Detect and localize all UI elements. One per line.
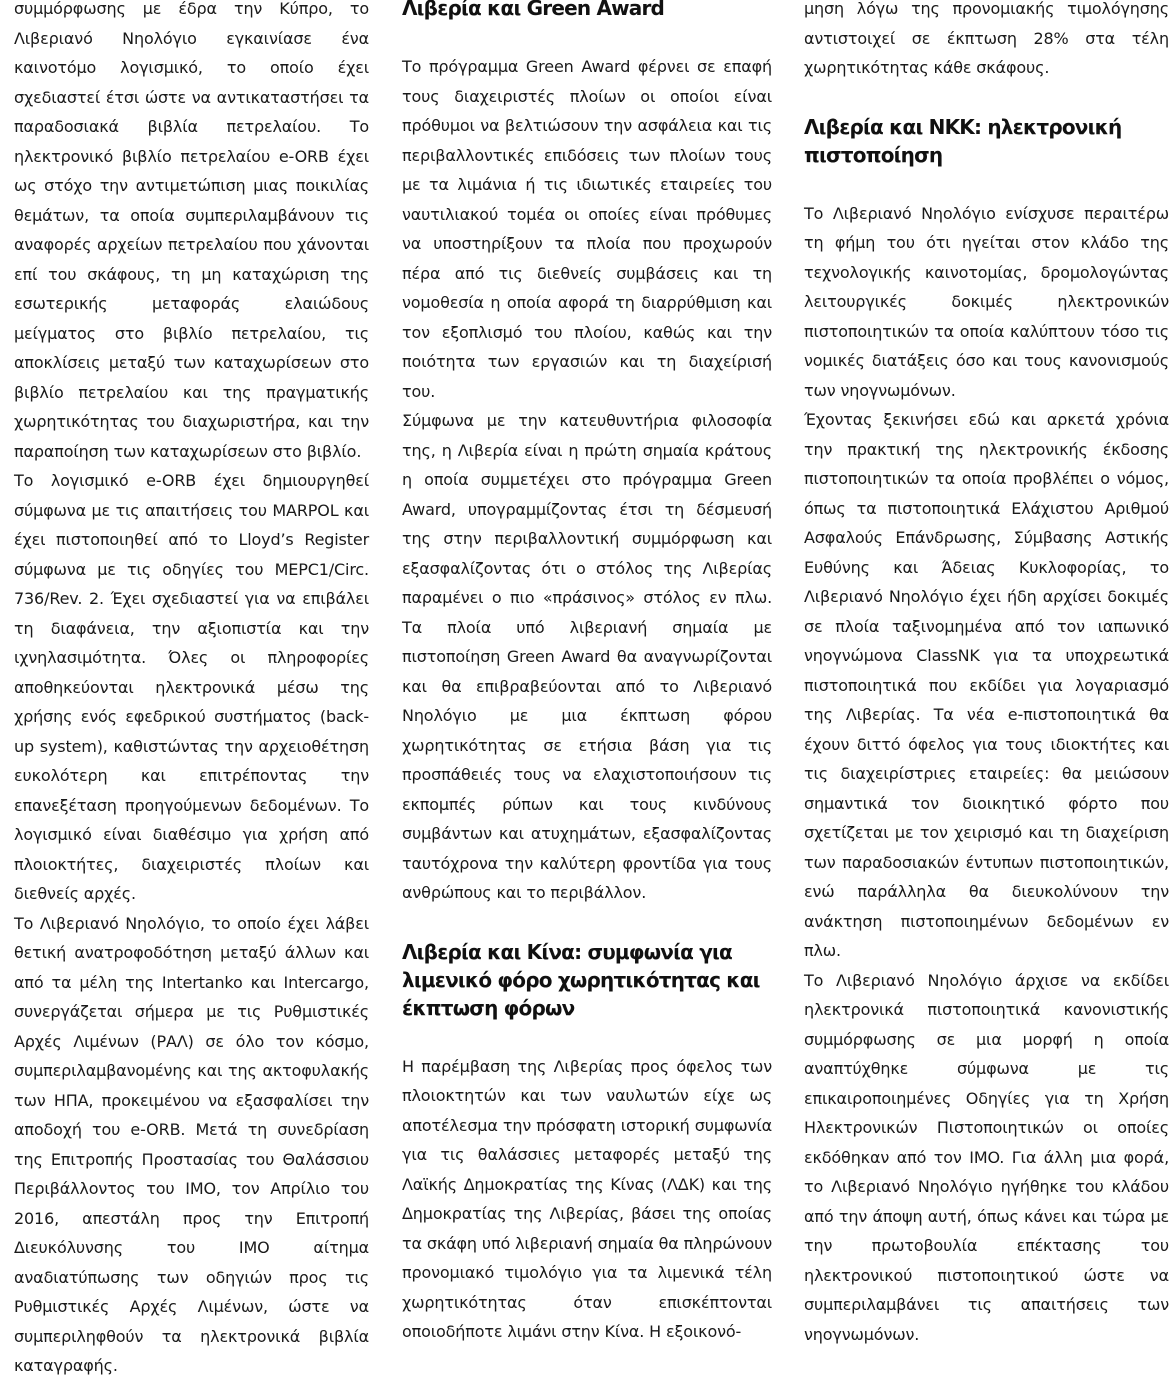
body-paragraph: Το Λιβεριανό Νηολόγιο ενίσχυσε περαιτέρω τη φήμη του ότι ηγείται στον κλάδο της τεχνολογικής καινοτομίας, δρομολογώντας λειτουργικές δοκιμές ηλεκτρονικών πιστοποιητικών τα οποία καλύπτουν τόσο τις νομικές διατάξεις όσο και τους κανονισμούς των νηογνωμόνων. <box>804 203 1169 400</box>
column-2 <box>402 0 772 1341</box>
body-paragraph: Το λογισμικό e-ORB έχει δημιουργηθεί σύμφωνα με τις απαιτήσεις του MARPOL και έχει πιστοποιηθεί από το Lloyd’s Register σύμφωνα με τις οδηγίες του MEPC1/Circ. 736/Rev. 2. Έχει σχεδιαστεί για να επιβάλει τη διαφάνεια, την αξιοπιστία και την ιχνηλασιμότητα. Όλες οι πληροφορίες αποθηκεύονται ηλεκτρονικά μέσω της χρήσης ενός εφεδρικού συστήματος (back-up system), καθιστώντας την αρχειοθέτηση ευκολότερη και επιτρέποντας την επανεξέταση προηγούμενων δεδομένων. Το λογισμικό είναι διαθέσιμο για χρήση από πλοιοκτήτες, διαχειριστές πλοίων και διεθνείς αρχές. <box>14 471 369 903</box>
column-1 <box>14 0 369 1375</box>
body-paragraph: Έχοντας ξεκινήσει εδώ και αρκετά χρόνια την πρακτική της ηλεκτρονικής έκδοσης πιστοποιητικών τα οποία προβλέπει ο νόμος, όπως τα πιστοποιητικά Ελάχιστου Αριθμού Ασφαλούς Επάνδρωσης, Σύμβασης Αστικής Ευθύνης και Άδειας Κυκλοφορίας, το Λιβεριανό Νηολόγιο έχει ήδη αρχίσει δοκιμές σε πλοία ταξινομημένα από τον ιαπωνικό νηογνώμονα ClassNK για τα υποχρεωτικά πιστοποιητικά που εκδίδει για λογαριασμό της Λιβερίας. Τα νέα e-πιστοποιητικά θα έχουν διττό όφελος για τους ιδιοκτήτες και τις διαχειρίστριες εταιρείες: θα μειώσουν σημαντικά τον διοικητικό φόρτο που σχετίζεται με τον χειρισμό και τη διαχείριση των παραδοσιακών έντυπων πιστοποιητικών, ενώ παράλληλα θα διευκολύνουν την ανάκτηση πιστοποιημένων δεδομένων εν πλω. <box>804 410 1169 960</box>
column-3 <box>804 0 1169 1344</box>
body-paragraph: Το πρόγραμμα Green Award φέρνει σε επαφή τους διαχειριστές πλοίων οι οποίοι είναι πρόθυμοι να βελτιώσουν την ασφάλεια και τις περιβαλλοντικές επιδόσεις των πλοίων τους με τα λιμάνια ή τις ιδιωτικές εταιρείες του ναυτιλιακού τομέα οι οποίες είναι πρόθυμες να υποστηρίξουν τα πλοία που προχωρούν πέρα από τις διεθνείς συμβάσεις και τη νομοθεσία η οποία αφορά τη διαρρύθμιση και τον εξοπλισμό του πλοίου, καθώς και την ποιότητα των εργασιών και τη διαχείρισή του. <box>402 57 772 401</box>
section-heading-green-award: Λιβερία και Green Award <box>402 0 665 20</box>
body-paragraph: Το Λιβεριανό Νηολόγιο, το οποίο έχει λάβει θετική ανατροφοδότηση μεταξύ άλλων και από τα μέλη της Intertanko και Intercargo, συνεργάζεται σήμερα με τις Ρυθμιστικές Αρχές Λιμένων (ΡΑΛ) σε όλο τον κόσμο, συμπεριλαμβανομένης και της ακτοφυλακής των ΗΠΑ, προκειμένου να εξασφαλίσει την αποδοχή του e-ORB. Μετά τη συνεδρίαση της Επιτροπής Προστασίας του Θαλάσσιου Περιβάλλοντος του IMO, τον Απρίλιο του 2016, απεστάλη προς την Επιτροπή Διευκόλυνσης του IMO αίτημα αναδιατύπωσης των οδηγιών προς τις Ρυθμιστικές Αρχές Λιμένων, ώστε να συμπεριληφθούν τα ηλεκτρονικά βιβλία καταγραφής. <box>14 913 369 1375</box>
body-paragraph: συμμόρφωσης με έδρα την Κύπρο, το Λιβεριανό Νηολόγιο εγκαινίασε ένα καινοτόμο λογισμικό, το οποίο έχει σχεδιαστεί έτσι ώστε να αντικαταστήσει τα παραδοσιακά βιβλία πετρελαίου. Το ηλεκτρονικό βιβλίο πετρελαίου e-ORB έχει ως στόχο την αντιμετώπιση μιας ποικιλίας θεμάτων, τα οποία συμπεριλαμβάνουν τις αναφορές αρχείων πετρελαίου που χάνονται επί του σκάφους, τη μη καταχώριση της εσωτερικής μεταφοράς ελαιώδους μείγματος στο βιβλίο πετρελαίου, τις αποκλίσεις μεταξύ των καταχωρίσεων στο βιβλίο πετρελαίου και της πραγματικής χωρητικότητας του διαχωριστήρα, και την παραποίηση των καταχωρίσεων στο βιβλίο. <box>14 0 369 461</box>
body-paragraph: Το Λιβεριανό Νηολόγιο άρχισε να εκδίδει ηλεκτρονικά πιστοποιητικά κανονιστικής συμμόρφωσης σε μια μορφή η οποία αναπτύχθηκε σύμφωνα με τις επικαιροποιημένες Οδηγίες για τη Χρήση Ηλεκτρονικών Πιστοποιητικών οι οποίες εκδόθηκαν από τον IMO. Για άλλη μια φορά, το Λιβεριανό Νηολόγιο ηγήθηκε του κλάδου από την άποψη αυτή, όπως κάνει και τώρα με την πρωτοβουλία επέκτασης του ηλεκτρονικού πιστοποιητικού ώστε να συμπεριλαμβάνει τις απαιτήσεις των νηογνωμόνων. <box>804 970 1169 1344</box>
body-paragraph: μηση λόγω της προνομιακής τιμολόγησης αντιστοιχεί σε έκπτωση 28% στα τέλη χωρητικότητας κάθε σκάφους. <box>804 0 1169 77</box>
section-heading-china: Λιβερία και Κίνα: συμφωνία για λιμενικό φόρο χωρητικότητας και έκπτωση φόρων <box>402 939 760 1020</box>
body-paragraph: Σύμφωνα με την κατευθυντήρια φιλοσοφία της, η Λιβερία είναι η πρώτη σημαία κράτους η οποία συμμετέχει στο πρόγραμμα Green Award, υπογραμμίζοντας έτσι τη δέσμευσή της στην περιβαλλοντική συμμόρφωση και εξασφαλίζοντας ότι ο στόλος της Λιβερίας παραμένει ο πιο «πράσινος» στόλος εν πλω. Τα πλοία υπό λιβεριανή σημαία με πιστοποίηση Green Award θα αναγνωρίζονται και θα επιβραβεύονται από το Λιβεριανό Νηολόγιο με μια έκπτωση φόρου χωρητικότητας σε ετήσια βάση για τις προσπάθειές τους να ελαχιστοποιήσουν τις εκπομπές ρύπων και τους κινδύνους συμβάντων και ατυχημάτων, εξασφαλίζοντας ταυτόχρονα την καλύτερη φροντίδα για τους ανθρώπους και το περιβάλλον. <box>402 411 772 902</box>
section-heading-nkk: Λιβερία και NKK: ηλεκτρονική πιστοποίηση <box>804 114 1122 167</box>
body-paragraph: Η παρέμβαση της Λιβερίας προς όφελος των πλοιοκτητών και των ναυλωτών είχε ως αποτέλεσμα την πρόσφατη ιστορική συμφωνία για τις θαλάσσιες μεταφορές μεταξύ της Λαϊκής Δημοκρατίας της Κίνας (ΛΔΚ) και της Δημοκρατίας της Λιβερίας, βάσει της οποίας τα σκάφη υπό λιβεριανή σημαία θα πληρώνουν προνομιακό τιμολόγιο για τα λιμενικά τέλη χωρητικότητας όταν επισκέπτονται οποιοδήποτε λιμάνι στην Κίνα. Η εξοικονό- <box>402 1056 772 1341</box>
